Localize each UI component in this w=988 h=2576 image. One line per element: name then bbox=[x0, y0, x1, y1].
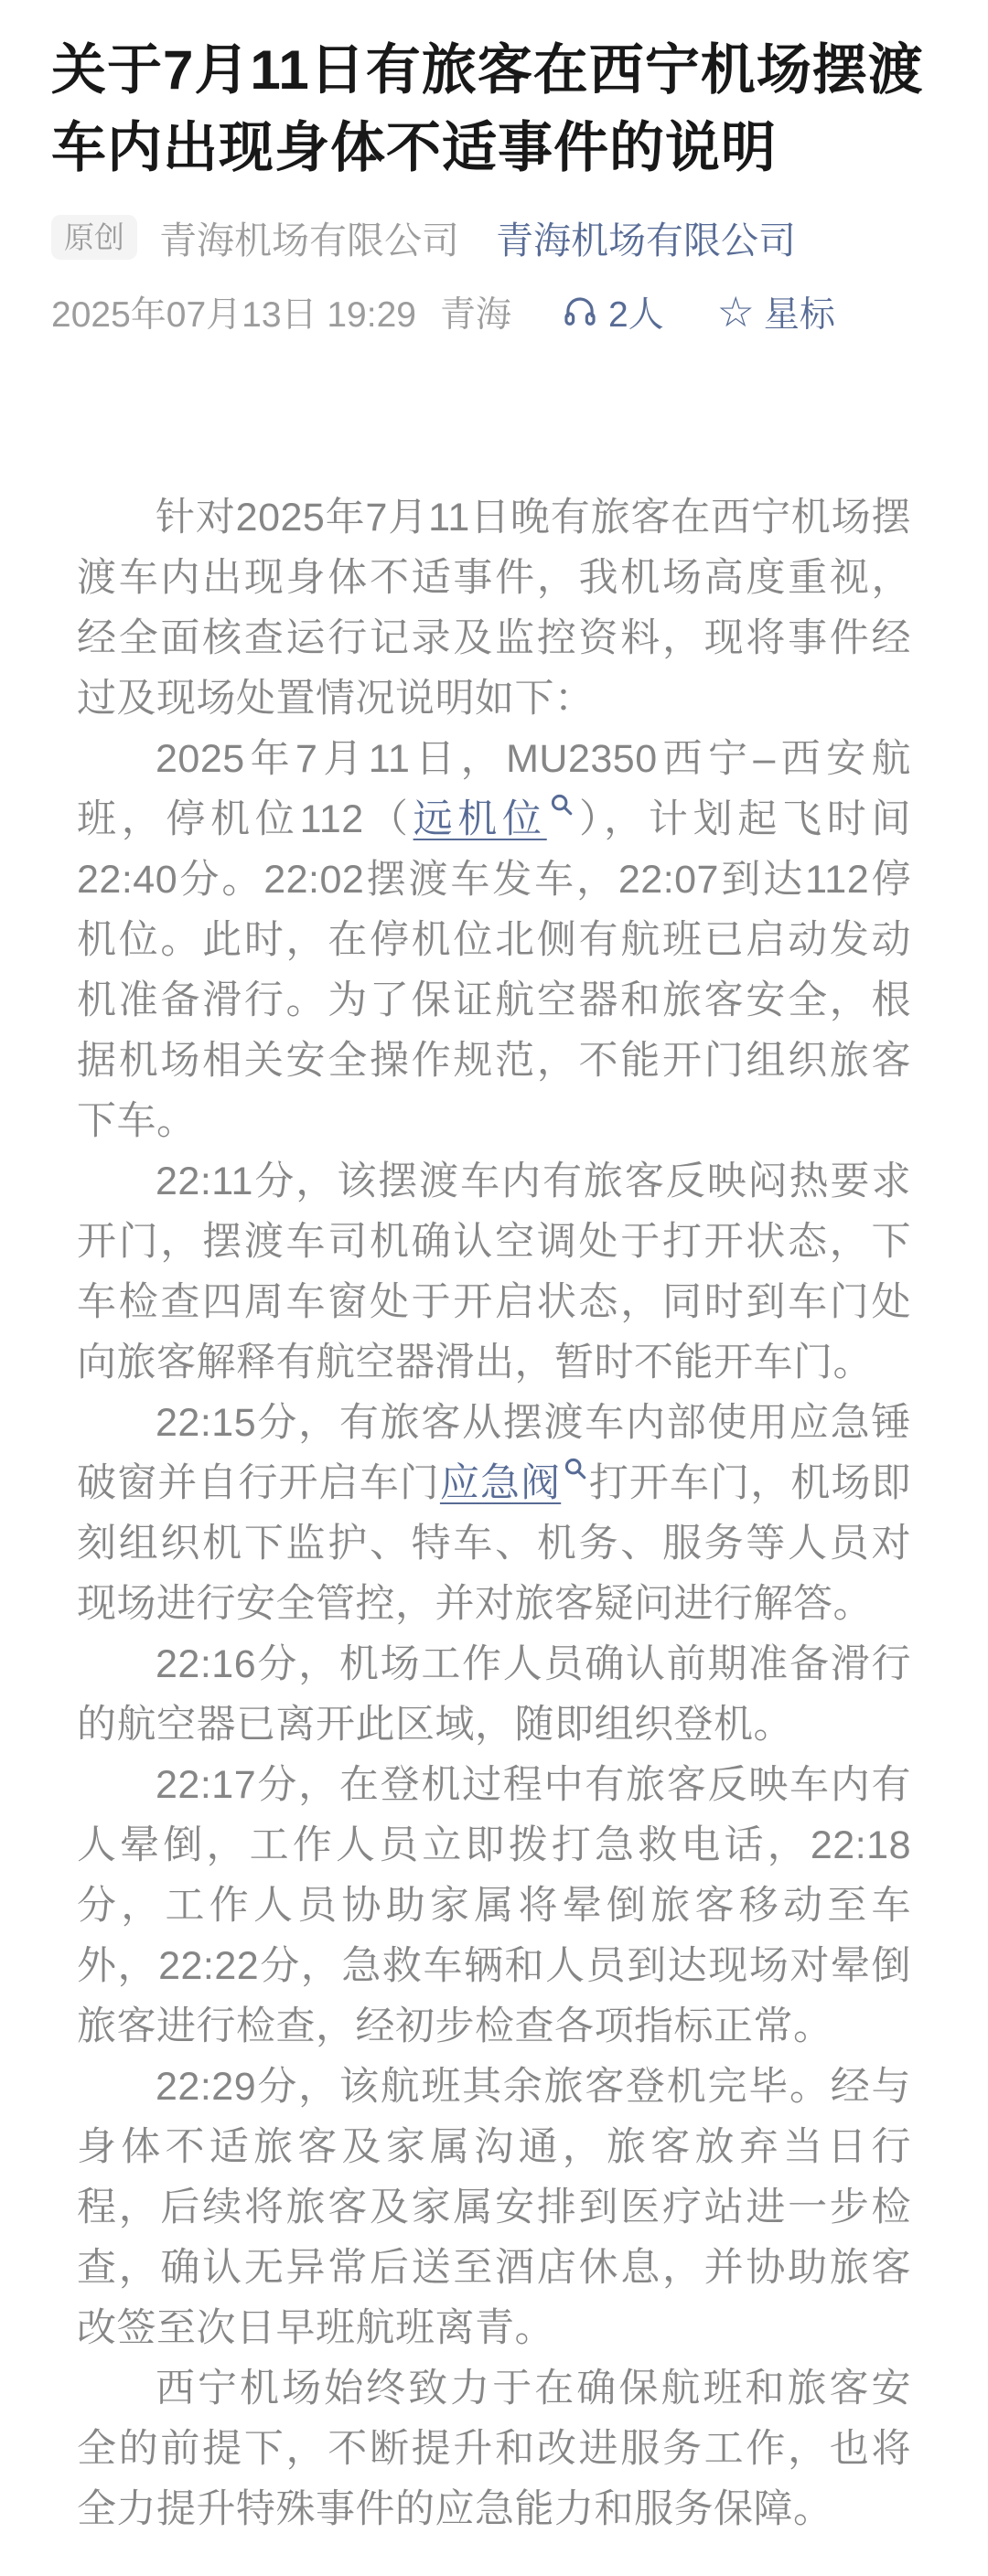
publish-date: 2025年07月13日 19:29 bbox=[51, 295, 416, 335]
account-link[interactable]: 青海机场有限公司 bbox=[496, 219, 796, 262]
paragraph bbox=[77, 1151, 911, 1393]
article-title: 关于7月11日有旅客在西宁机场摆渡车内出现身体不适事件的说明 bbox=[51, 39, 924, 178]
inline-search-link-label: 远机位 bbox=[413, 797, 547, 841]
paragraph-text: 22:29分，该航班其余旅客登机完毕。经与身体不适旅客及家属沟通，旅客放弃当日行程，后续将旅客及家属安排到医疗站进一步检查，确认无异常后送至酒店休息，并协助旅客改签至次日早班航班离青。 bbox=[77, 2065, 911, 2350]
paragraph-text: 22:11分，该摆渡车内有旅客反映闷热要求开门，摆渡车司机确认空调处于打开状态，下车检查四周车窗处于开启状态，同时到车门处向旅客解释有航空器滑出，暂时不能开车门。 bbox=[77, 1160, 911, 1384]
meta-row-account bbox=[51, 210, 937, 264]
paragraph bbox=[77, 1393, 911, 1634]
paragraph-text: 22:16分，机场工作人员确认前期准备滑行的航空器已离开此区域，随即组织登机。 bbox=[77, 1642, 911, 1747]
inline-search-link[interactable] bbox=[413, 797, 575, 841]
paragraph bbox=[77, 729, 911, 1151]
paragraph bbox=[77, 487, 911, 729]
star-button[interactable] bbox=[717, 286, 835, 337]
inline-search-link[interactable] bbox=[440, 1461, 588, 1505]
author-name: 青海机场有限公司 bbox=[159, 219, 459, 262]
paragraph-text: 2025年7月11日，MU2350西宁–西安航班，停机位112（ bbox=[77, 737, 911, 841]
headphones-icon bbox=[561, 293, 608, 331]
listen-count: 2人 bbox=[607, 295, 664, 335]
paragraph-text: 22:17分，在登机过程中有旅客反映车内有人晕倒，工作人员立即拨打急救电话，22:18分，工作人员协助家属将晕倒旅客移动至车外，22:22分，急救车辆和人员到达现场对晕倒旅客进行检查，经初步检查各项指标正常。 bbox=[77, 1763, 911, 2048]
paragraph-text: 打开车门，机场即刻组织机下监护、特车、机务、服务等人员对现场进行安全管控，并对旅客疑问进行解答。 bbox=[77, 1461, 912, 1626]
paragraph-text: 针对2025年7月11日晚有旅客在西宁机场摆渡车内出现身体不适事件，我机场高度重视，经全面核查运行记录及监控资料，现将事件经过及现场处置情况说明如下： bbox=[77, 496, 911, 721]
paragraph-text: ），计划起飞时间22:40分。22:02摆渡车发车，22:07到达112停机位。此时，在停机位北侧有航班已启动发动机准备滑行。为了保证航空器和旅客安全，根据机场相关安全操作规范，不能开门组织旅客下车。 bbox=[77, 797, 911, 1143]
paragraph-text: 22:15分，有旅客从摆渡车内部使用应急锤破窗并自行开启车门 bbox=[77, 1401, 911, 1505]
publish-location: 青海 bbox=[439, 295, 511, 335]
meta-row-publish bbox=[51, 286, 937, 337]
search-icon bbox=[549, 792, 575, 818]
paragraph bbox=[77, 1634, 911, 1755]
paragraph bbox=[77, 2358, 911, 2539]
article-body bbox=[51, 487, 937, 2539]
star-icon: ☆ bbox=[716, 288, 755, 336]
search-icon bbox=[563, 1456, 588, 1481]
star-label: 星标 bbox=[763, 295, 835, 335]
inline-search-link-label: 应急阀 bbox=[439, 1461, 562, 1505]
paragraph-text: 西宁机场始终致力于在确保航班和旅客安全的前提下，不断提升和改进服务工作，也将全力提升特殊事件的应急能力和服务保障。 bbox=[77, 2367, 911, 2531]
original-badge: 原创 bbox=[51, 215, 137, 260]
paragraph bbox=[77, 2057, 911, 2358]
paragraph bbox=[77, 1755, 911, 2057]
listen-button[interactable] bbox=[561, 286, 664, 337]
